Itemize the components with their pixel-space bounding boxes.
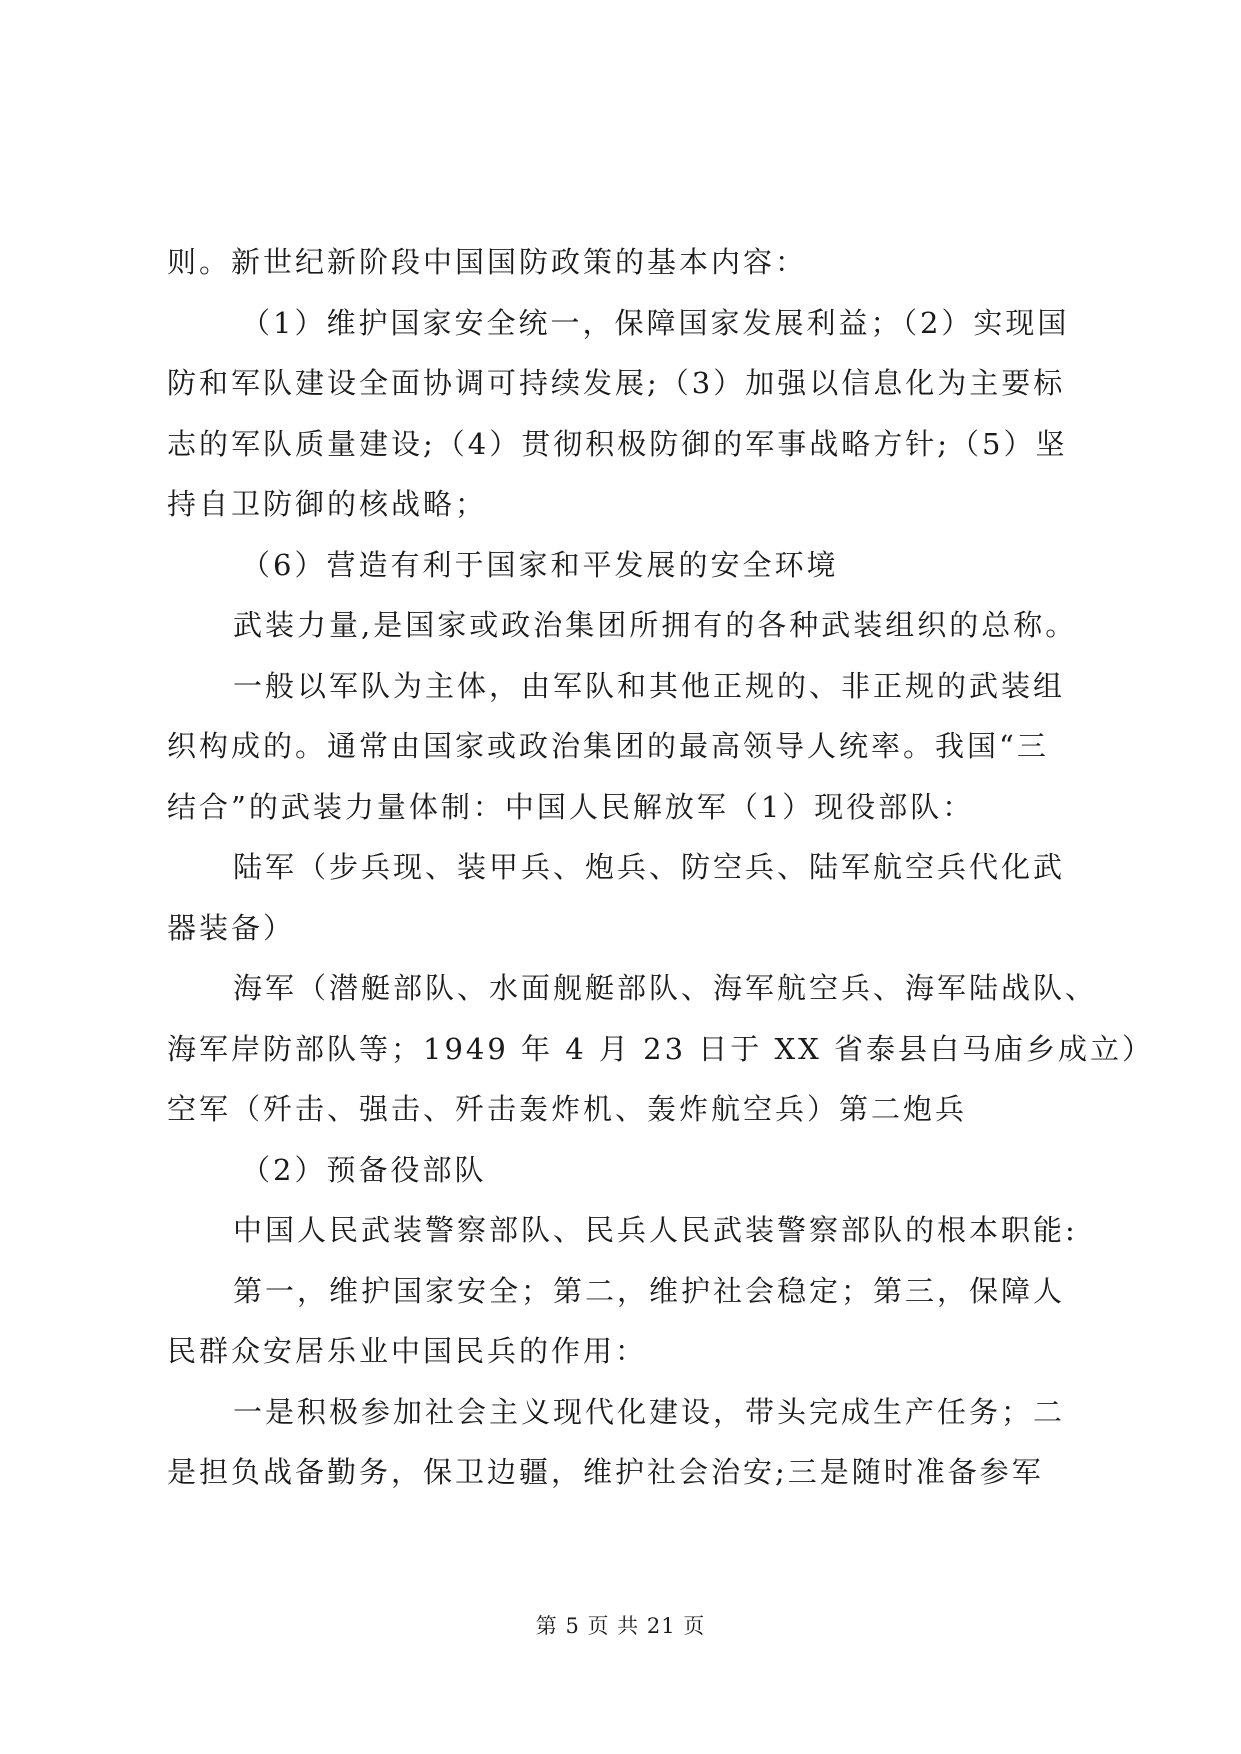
text-line: 空军（歼击、强击、歼击轰炸机、轰炸航空兵）第二炮兵: [167, 1092, 968, 1126]
text-line: 志的军队质量建设;（4）贯彻积极防御的军事战略方针;（5）坚: [167, 426, 1068, 461]
text-line: 一是积极参加社会主义现代化建设，带头完成生产任务；二: [233, 1394, 1066, 1429]
body-text: [167, 232, 1154, 1503]
text-line: （1）维护国家安全统一，保障国家发展利益；（2）实现国: [241, 305, 1070, 340]
text-line: 器装备）: [167, 910, 296, 945]
text-line: 陆军（步兵现、装甲兵、炮兵、防空兵、陆军航空兵代化武: [233, 850, 1066, 884]
text-line: 第一，维护国家安全；第二，维护社会稳定；第三，保障人: [233, 1273, 1066, 1308]
text-line: （2）预备役部队: [241, 1152, 487, 1187]
page-footer: 第 5 页 共 21 页: [535, 1614, 706, 1638]
text-line: 中国人民武装警察部队、民兵人民武装警察部队的根本职能:: [233, 1213, 1078, 1247]
text-line: 防和军队建设全面协调可持续发展;（3）加强以信息化为主要标: [167, 366, 1066, 400]
text-line: 结合”的武装力量体制：中国人民解放军（1）现役部队：: [167, 789, 975, 824]
text-line: 则。新世纪新阶段中国国防政策的基本内容：: [167, 245, 808, 279]
text-line: 海军（潜艇部队、水面舰艇部队、海军航空兵、海军陆战队、: [233, 971, 1098, 1005]
text-line: 海军岸防部队等；1949 年 4 月 23 日于 XX 省泰县白马庙乡成立）: [167, 1031, 1154, 1066]
text-line: （6）营造有利于国家和平发展的安全环境: [241, 547, 839, 582]
text-line: 民群众安居乐业中国民兵的作用：: [167, 1334, 648, 1368]
text-line: 武装力量,是国家或政治集团所拥有的各种武装组织的总称。: [233, 608, 1078, 642]
text-line: 织构成的。通常由国家或政治集团的最高领导人统率。我国“三: [167, 729, 1049, 763]
text-line: 持自卫防御的核战略；: [167, 487, 488, 521]
text-line: 是担负战备勤务，保卫边疆，维护社会治安;三是随时准备参军: [167, 1455, 1044, 1489]
text-line: 一般以军队为主体，由军队和其他正规的、非正规的武装组: [233, 668, 1066, 703]
